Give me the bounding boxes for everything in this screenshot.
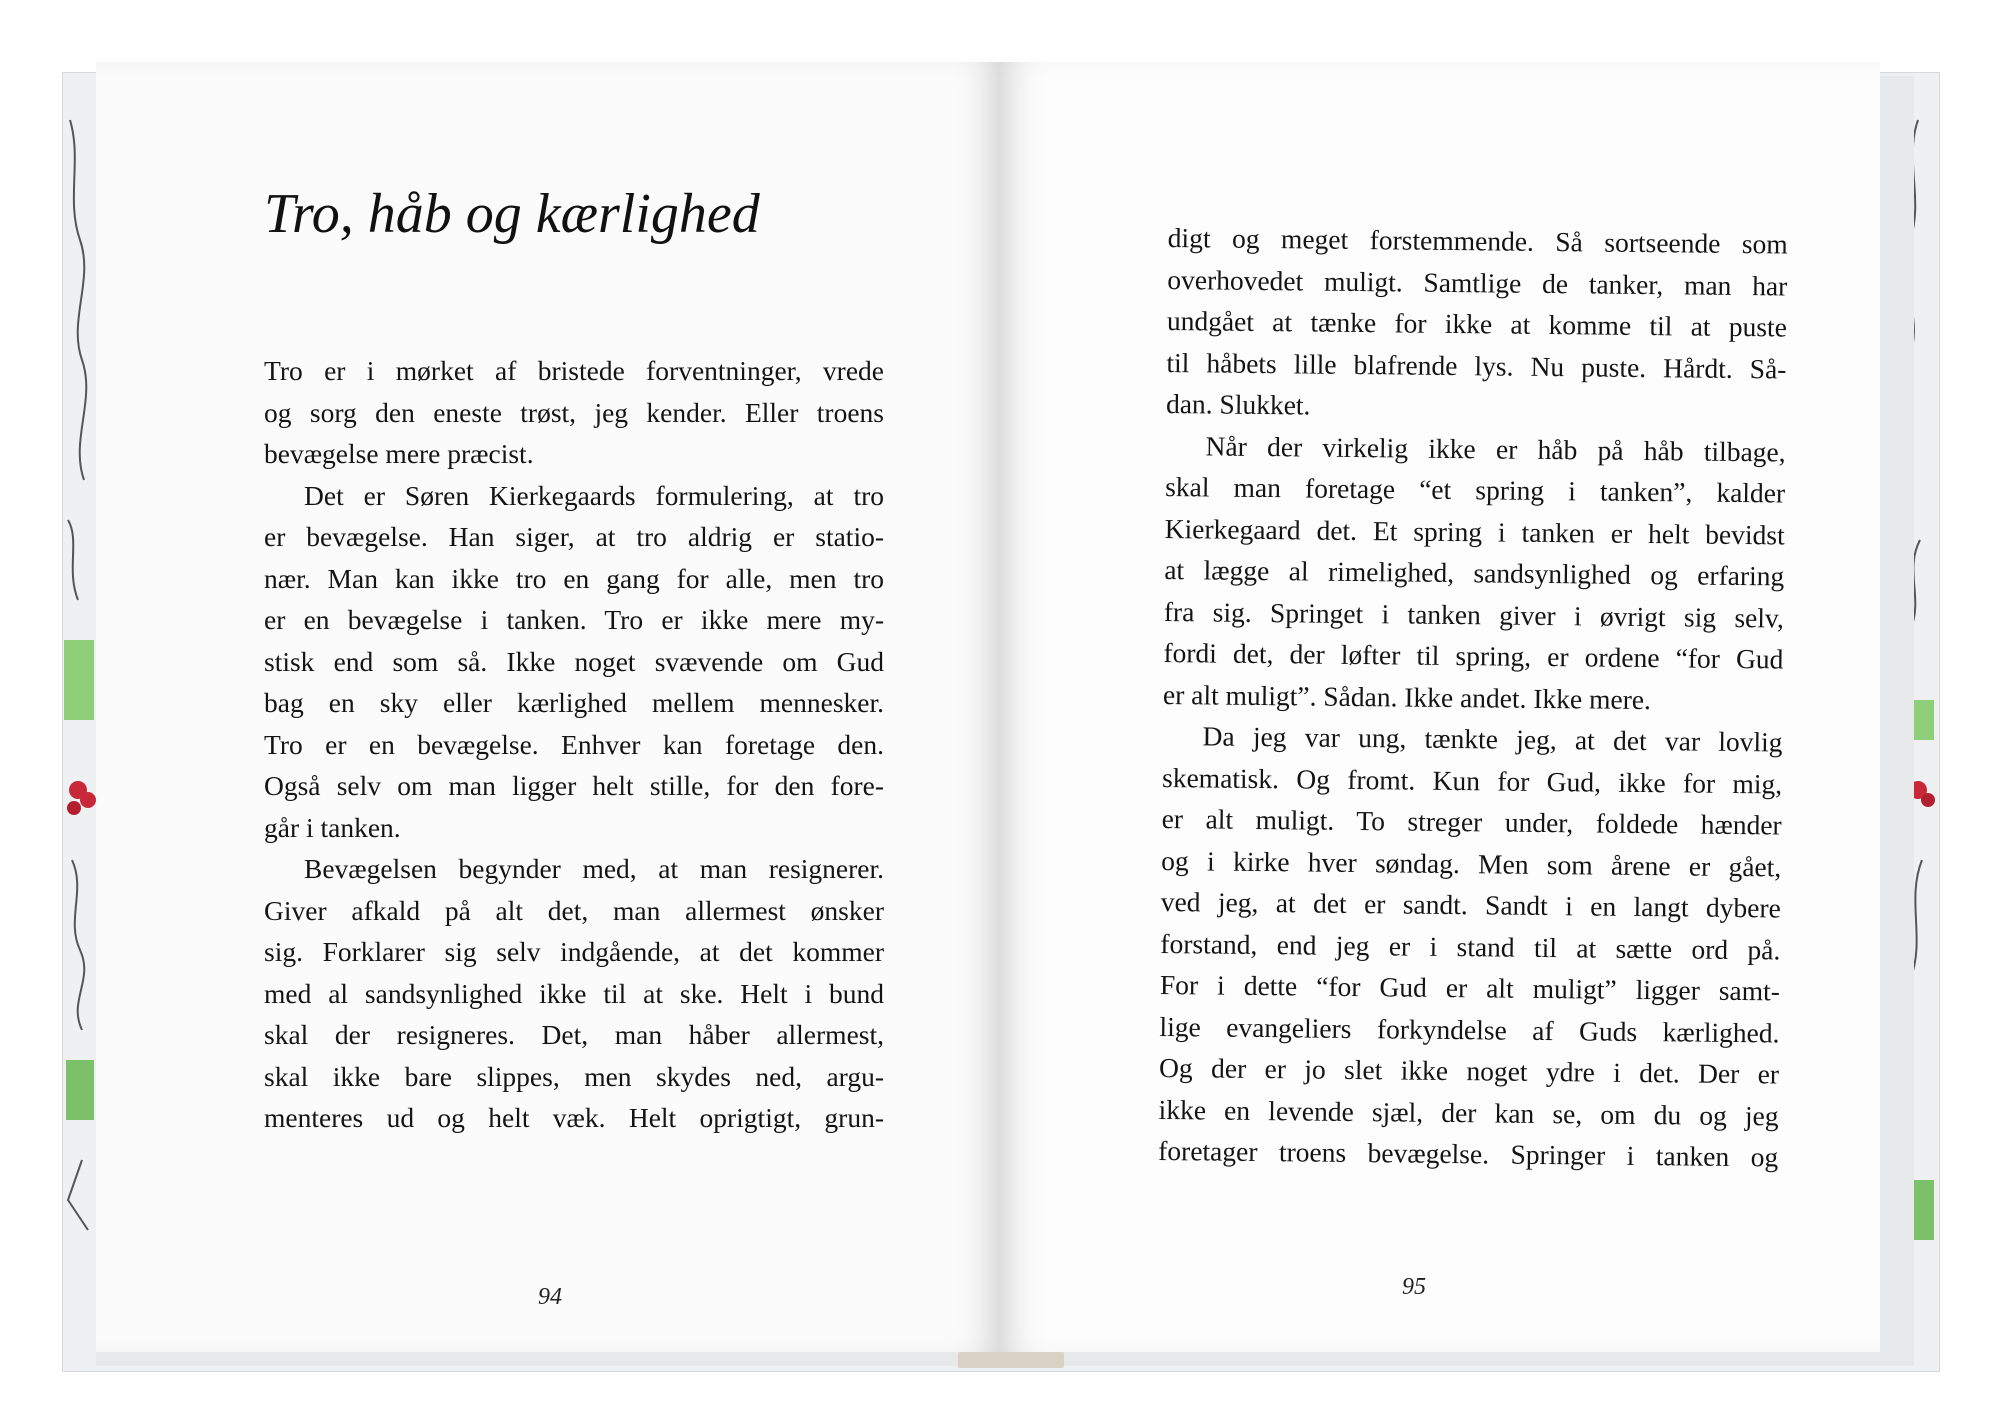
text-line: er bevægelse. Han siger, at tro aldrig er statio- xyxy=(264,521,884,552)
text-line: digt og meget forstemmende. Så sortseende som xyxy=(1167,221,1788,260)
text-line: er en bevægelse i tanken. Tro er ikke mere my- xyxy=(264,604,884,635)
text-line: fordi det, der løfter til spring, er ordene “for Gud xyxy=(1163,636,1784,675)
text-line: stisk end som så. Ikke noget svævende om Gud xyxy=(264,645,884,677)
text-line: at lægge al rimelighed, sandsynlighed og erfaring xyxy=(1164,553,1785,592)
chapter-title: Tro, håb og kærlighed xyxy=(264,183,760,245)
text-line: dan. Slukket. xyxy=(1165,387,1311,421)
text-line: Da jeg var ung, tænkte jeg, at det var lovlig xyxy=(1202,720,1783,758)
text-line: undgået at tænke for ikke at komme til at puste xyxy=(1166,304,1788,343)
text-line: skal man foretage “et spring i tanken”, kalder xyxy=(1165,470,1786,509)
text-line: skal der resigneres. Det, man håber allermest, xyxy=(264,1019,884,1050)
page-number: 94 xyxy=(538,1284,562,1310)
text-line: Og der er jo slet ikke noget ydre i det. Der er xyxy=(1158,1051,1780,1090)
text-line: Giver afkald på alt det, man allermest ønsker xyxy=(264,894,884,926)
text-line: Når der virkelig ikke er håb på håb tilbage, xyxy=(1205,429,1786,467)
text-line: For i dette “for Gud er alt muligt” ligger samt- xyxy=(1159,968,1781,1007)
text-line: Kierkegaard det. Et spring i tanken er helt bevidst xyxy=(1164,512,1785,550)
text-line: bag en sky eller kærlighed mellem mennesker. xyxy=(264,687,884,718)
text-line: nær. Man kan ikke tro en gang for alle, men tro xyxy=(264,562,884,594)
text-line: menteres ud og helt væk. Helt oprigtigt, grun- xyxy=(264,1102,884,1133)
text-line: og sorg den eneste trøst, jeg kender. Eller troens xyxy=(264,396,884,428)
text-line: lige evangeliers forkyndelse af Guds kærlighed. xyxy=(1159,1010,1780,1048)
text-line: skematisk. Og fromt. Kun for Gud, ikke for mig, xyxy=(1161,761,1783,799)
text-line: foretager troens bevægelse. Springer i tanken og xyxy=(1158,1134,1779,1173)
text-line: ved jeg, at det er sandt. Sandt i en langt dybere xyxy=(1160,885,1781,924)
text-line: Bevægelsen begynder med, at man resignerer. xyxy=(304,853,884,884)
ribbon-bookmark xyxy=(958,1352,1064,1368)
text-line: Også selv om man ligger helt stille, for den fore- xyxy=(264,770,884,801)
text-line: Det er Søren Kierkegaards formulering, at tro xyxy=(304,479,884,511)
text-line: med al sandsynlighed ikke til at ske. Helt i bund xyxy=(264,977,884,1009)
right-page-body xyxy=(1158,217,1788,1178)
text-line: Tro er i mørket af bristede forventninger, vrede xyxy=(264,355,884,386)
text-line: skal ikke bare slippes, men skydes ned, argu- xyxy=(264,1060,884,1092)
text-line: bevægelse mere præcist. xyxy=(264,438,534,469)
text-line: er alt muligt. To streger under, foldede hænder xyxy=(1161,802,1782,841)
text-line: ikke en levende sjæl, der kan se, om du og jeg xyxy=(1158,1093,1779,1131)
text-line: Tro er en bevægelse. Enhver kan foretage den. xyxy=(264,728,884,760)
right-page xyxy=(1000,62,1880,1352)
text-line: overhovedet muligt. Samtlige de tanker, man har xyxy=(1167,263,1788,301)
left-page-body xyxy=(264,350,884,1139)
text-line: og i kirke hver søndag. Men som årene er gået, xyxy=(1161,844,1782,882)
text-line: er alt muligt”. Sådan. Ikke andet. Ikke mere. xyxy=(1162,678,1652,715)
page-number: 95 xyxy=(1402,1274,1426,1300)
text-line: sig. Forklarer sig selv indgående, at det kommer xyxy=(264,936,884,967)
text-line: til håbets lille blafrende lys. Nu puste. Hårdt. Så- xyxy=(1166,346,1787,384)
text-line: går i tanken. xyxy=(264,811,401,843)
text-line: forstand, end jeg er i stand til at sætte ord på. xyxy=(1160,927,1781,965)
left-page xyxy=(96,62,1000,1352)
text-line: fra sig. Springet i tanken giver i øvrigt sig selv, xyxy=(1163,595,1785,633)
